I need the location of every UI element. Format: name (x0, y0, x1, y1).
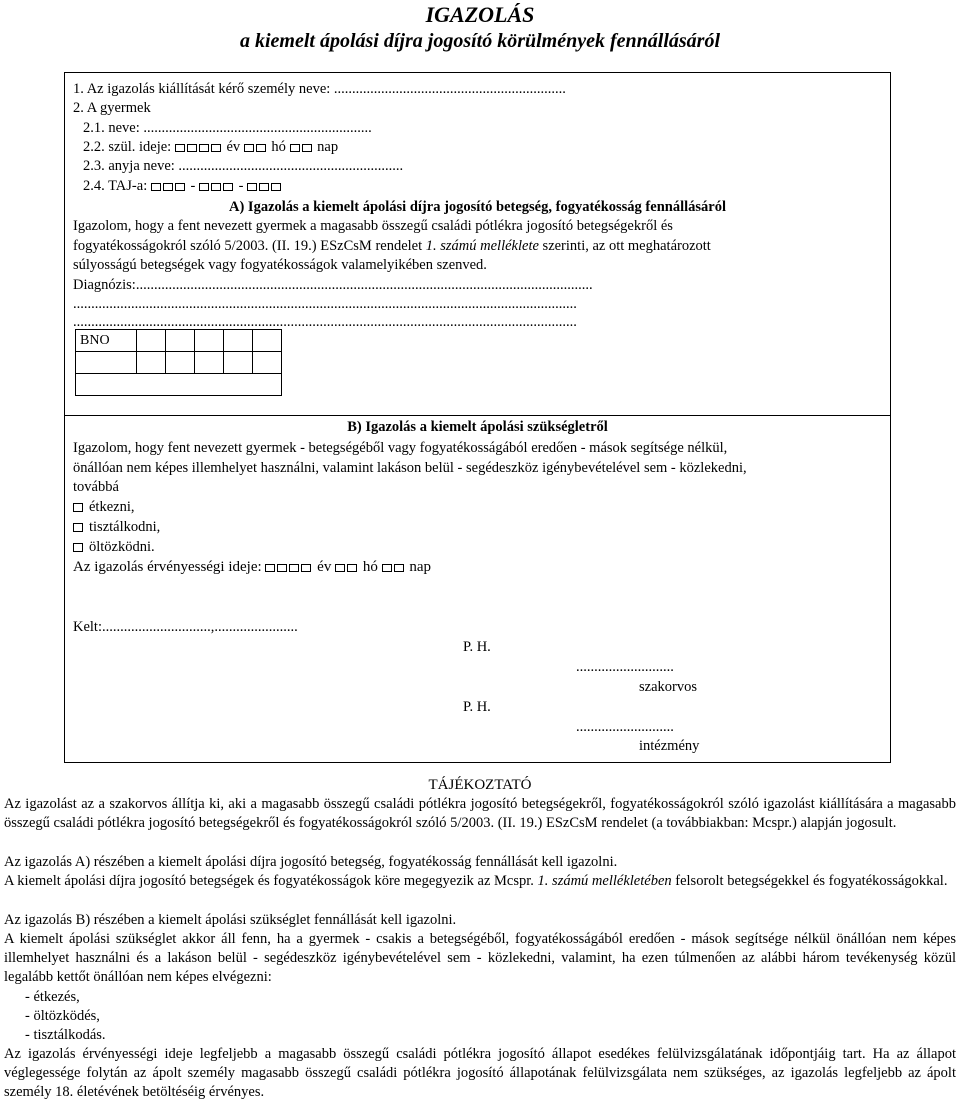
bno-grid (75, 329, 282, 396)
info-paragraph-4: Az igazolás B) részében a kiemelt ápolási szükséglet fennállását kell igazolni. (4, 912, 457, 928)
section-a-text-3: súlyosságú betegségek vagy fogyatékosságok valamelyikében szenved. (73, 257, 487, 273)
text: felsorolt betegségekkel és fogyatékosságokkal. (675, 873, 948, 889)
bno-cell[interactable] (166, 352, 195, 374)
validity-label: Az igazolás érvényességi ideje: (73, 559, 262, 575)
text: 1. számú mellékletében (537, 873, 672, 889)
specialist-label: szakorvos (639, 679, 697, 695)
signature-line-2[interactable]: ........................... (576, 719, 674, 735)
month-label: hó (271, 139, 286, 155)
bno-cell[interactable] (137, 330, 166, 352)
bno-cell[interactable] (195, 330, 224, 352)
bno-cell[interactable] (253, 330, 282, 352)
checkbox-label: étkezni, (89, 499, 135, 515)
box-icon (247, 178, 283, 194)
date-place-line[interactable]: Kelt:..............................,....................... (73, 619, 298, 635)
checkbox-icon[interactable] (73, 503, 83, 512)
checkbox-label: öltözködni. (89, 539, 155, 555)
info-paragraph-2: Az igazolás A) részében a kiemelt ápolási díjra jogosító betegség, fogyatékosság fennállását kell igazolni. (4, 854, 618, 870)
day-label: nap (409, 559, 432, 575)
day-label: nap (317, 139, 339, 155)
stamp-label-1: P. H. (463, 639, 491, 655)
section-a-text-1: Igazolom, hogy a fent nevezett gyermek a magasabb összegű családi pótlékra jogosító betegségekről és (73, 218, 673, 234)
bno-cell[interactable] (166, 330, 195, 352)
checkbox-icon[interactable] (73, 543, 83, 552)
taj-label: 2.4. TAJ-a: (83, 178, 148, 194)
document-title: IGAZOLÁS (425, 2, 535, 27)
bullet-eating: - étkezés, (25, 989, 80, 1005)
checkbox-washing[interactable] (73, 518, 160, 536)
box-icon (265, 559, 313, 575)
bno-cell[interactable] (224, 330, 253, 352)
month-label: hó (362, 559, 378, 575)
bno-cell[interactable] (253, 352, 282, 374)
info-paragraph-1: Az igazolást az a szakorvos állítja ki, aki a magasabb összegű családi pótlékra jogosító betegségekről, fogyatékosságokról szóló igazolást kiállítására a magasabb összegű családi pótlékra jogosító betegségekről és fogyatékosságokról szóló 5/2003. (II. 19.) ESzCsM rendelet (a továbbiakban: Mcspr.) alapján jogosult. (4, 796, 956, 831)
form-section-b (64, 415, 891, 763)
birth-date-line[interactable] (83, 138, 338, 156)
checkbox-dressing[interactable] (73, 538, 155, 556)
year-label: év (317, 559, 332, 575)
text: szerinti, az ott meghatározott (542, 238, 711, 254)
box-icon (244, 139, 268, 155)
bno-cell[interactable] (195, 352, 224, 374)
section-b-text-2: önállóan nem képes illemhelyet használni, valamint lakáson belül - segédeszköz igénybevételével sem - közlekedni, (73, 460, 747, 476)
bno-label-empty (76, 374, 137, 396)
checkbox-icon[interactable] (73, 523, 83, 532)
diagnosis-dots-1[interactable]: ........................................................................................................................................... (73, 296, 577, 312)
box-icon (151, 178, 187, 194)
section-b-heading: B) Igazolás a kiemelt ápolási szükségletről (347, 419, 608, 435)
section-b-text-1: Igazolom, hogy fent nevezett gyermek - betegségéből vagy fogyatékosságából eredően - mások segítsége nélkül, (73, 440, 728, 456)
bno-cell[interactable] (137, 374, 282, 396)
child-label: 2. A gyermek (73, 100, 151, 116)
box-icon (290, 139, 314, 155)
birth-date-label: 2.2. szül. ideje: (83, 139, 172, 155)
validity-line[interactable] (73, 558, 431, 576)
form-section-top (64, 72, 891, 416)
info-heading: TÁJÉKOZTATÓ (428, 777, 532, 793)
checkbox-label: tisztálkodni, (89, 519, 161, 535)
box-icon (175, 139, 223, 155)
bullet-dressing: - öltözködés, (25, 1008, 100, 1024)
bullet-washing: - tisztálkodás. (25, 1027, 106, 1043)
info-paragraph-5: A kiemelt ápolási szükséglet akkor áll fenn, ha a gyermek - csakis a betegségéből, fogyatékosságából eredően - mások segítsége nélkül önállóan nem képes illemhelyet használni és a lakáson belül - segédeszköz igénybevételével sem - közlekedni, valamint, ha ezen túlmenően az alábbi három tevékenység közül legalább kettőt önállóan nem képes elvégezni: (4, 931, 956, 985)
text: A kiemelt ápolási díjra jogosító betegségek és fogyatékosságok köre megegyezik az Mcspr. (4, 873, 534, 889)
requester-name-line[interactable]: 1. Az igazolás kiállítását kérő személy neve: ................................................................ (73, 81, 566, 97)
box-icon (199, 178, 235, 194)
taj-line[interactable] (83, 177, 283, 195)
institution-label: intézmény (639, 738, 700, 754)
checkbox-eating[interactable] (73, 498, 135, 516)
bno-cell[interactable] (224, 352, 253, 374)
year-label: év (226, 139, 241, 155)
mother-name-line[interactable]: 2.3. anyja neve: .............................................................. (83, 158, 404, 174)
diagnosis-dots-2[interactable]: ........................................................................................................................................... (73, 314, 577, 330)
text: fogyatékosságokról szóló 5/2003. (II. 19.) ESzCsM rendelet (73, 238, 423, 254)
child-name-line[interactable]: 2.1. neve: ............................................................... (83, 120, 372, 136)
bno-cell[interactable] (137, 352, 166, 374)
diagnosis-line[interactable]: Diagnózis:.............................................................................................................................. (73, 277, 593, 293)
info-paragraph-3 (4, 872, 956, 891)
box-icon (335, 559, 359, 575)
bno-label-empty (76, 352, 137, 374)
stamp-label-2: P. H. (463, 699, 491, 715)
dash: - (190, 178, 196, 194)
bno-label: BNO (76, 330, 137, 352)
section-a-heading: A) Igazolás a kiemelt ápolási díjra jogosító betegség, fogyatékosság fennállásáról (229, 199, 726, 215)
section-b-text-3: továbbá (73, 479, 119, 495)
dash: - (238, 178, 244, 194)
text: 1. számú melléklete (425, 238, 539, 254)
document-subtitle: a kiemelt ápolási díjra jogosító körülmények fennállásáról (239, 30, 721, 52)
section-a-text-2 (73, 237, 711, 255)
info-paragraph-6: Az igazolás érvényességi ideje legfeljebb a magasabb összegű családi pótlékra jogosító állapot esedékes felülvizsgálatának időpontjáig tart. Ha az állapot véglegessége folytán az ápolt személy magasabb összegű családi pótlékra jogosító állapotának felülvizsgálata nem szükséges, az igazolás legfeljebb az ápolt személy 18. életévének betöltéséig érvényes. (4, 1046, 956, 1100)
box-icon (382, 559, 406, 575)
signature-line-1[interactable]: ........................... (576, 659, 674, 675)
